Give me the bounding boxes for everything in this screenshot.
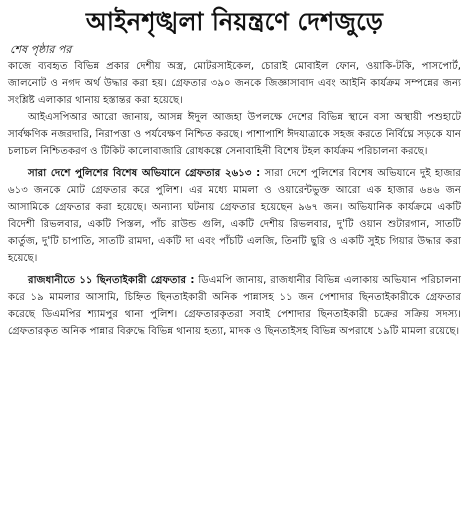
paragraph-4-subhead: রাজধানীতে ১১ ছিনতাইকারী গ্রেফতার :: [28, 275, 195, 286]
headline: আইনশৃঙ্খলা নিয়ন্ত্রণে দেশজুড়ে: [85, 7, 384, 36]
paragraph-4: [8, 272, 461, 340]
paragraph-4-body: ডিএমপি জানায়, রাজধানীর বিভিন্ন এলাকায় অভিযান পরিচালনা করে ১৯ মামলার আসামি, চিহ্নিত ছিনতাইকারী অনিক পান্নাসহ ১১ জন পেশাদার ছিনতাইকারীকে গ্রেফতার করেছে ডিএমপির শ্যামপুর থানা পুলিশ। গ্রেফতারকৃতরা সবাই পেশাদার ছিনতাইকারী চক্রের সক্রিয় সদস্য। গ্রেফতারকৃত অনিক পান্নার বিরুদ্ধে বিভিন্ন থানায় হত্যা, মাদক ও ছিনতাইসহ বিভিন্ন অপরাধে ১৯টি মামলা রয়েছে।: [8, 275, 461, 337]
paragraph-3-body: সারা দেশে পুলিশের বিশেষ অভিযানে দুই হাজার ৬১৩ জনকে মোট গ্রেফতার করে পুলিশ। এর মধ্যে মামলা ও ওয়ারেন্টভুক্ত আরো এক হাজার ৬৪৬ জন আসামিকে গ্রেফতার করা হয়েছে। অন্যান্য ঘটনায় গ্রেফতার হয়েছেন ৯৬৭ জন। অভিযানিক কার্যক্রমে একটি বিদেশী রিভলবার, একটি পিস্তল, পাঁচ রাউন্ড গুলি, একটি দেশীয় রিভলবার, দু'টি ওয়ান শুটারগান, সাতটি কার্তুজ, দু'টি চাপাতি, সাতটি রামদা, একটি দা এবং পাঁচটি এলজি, তিনটি ছুরি ও একটি সুইচ গিয়ার উদ্ধার করা হয়েছে।: [8, 168, 461, 264]
paragraph-2: আইএসপিআর আরো জানায়, আসন্ন ঈদুল আজহা উপলক্ষে দেশের বিভিন্ন স্থানে বসা অস্থায়ী পশুহাটে সার্বক্ষণিক নজরদারি, নিরাপত্তা ও পর্যবেক্ষণ নিশ্চিত করছে। পাশাপাশি ঈদযাত্রাকে সহজ করতে নির্বিঘ্নে সড়কে যান চলাচল নিশ্চিতকরণ ও টিকিট কালোবাজারি রোধকল্পে সেনাবাহিনী বিশেষ টহল কার্যক্রম পরিচালনা করছে।: [8, 112, 461, 157]
paragraph-3-subhead: সারা দেশে পুলিশের বিশেষ অভিযানে গ্রেফতার ২৬১৩ :: [28, 168, 261, 179]
paragraph-3: [8, 165, 461, 267]
continuation-note: শেষ পৃষ্ঠার পর: [10, 43, 72, 56]
paragraph-1: কাজে ব্যবহৃত বিভিন্ন প্রকার দেশীয় অস্ত্র, মোটরসাইকেল, চোরাই মোবাইল ফোন, ওয়াকি-টকি, পাসপোর্ট, জালনোট ও নগদ অর্থ উদ্ধার করা হয়। গ্রেফতার ৩৯০ জনকে জিজ্ঞাসাবাদ এবং আইনি কার্যক্রম সম্পন্নের জন্য সংশ্লিষ্ট এলাকার থানায় হস্তান্তর করা হয়েছে।: [8, 61, 461, 106]
